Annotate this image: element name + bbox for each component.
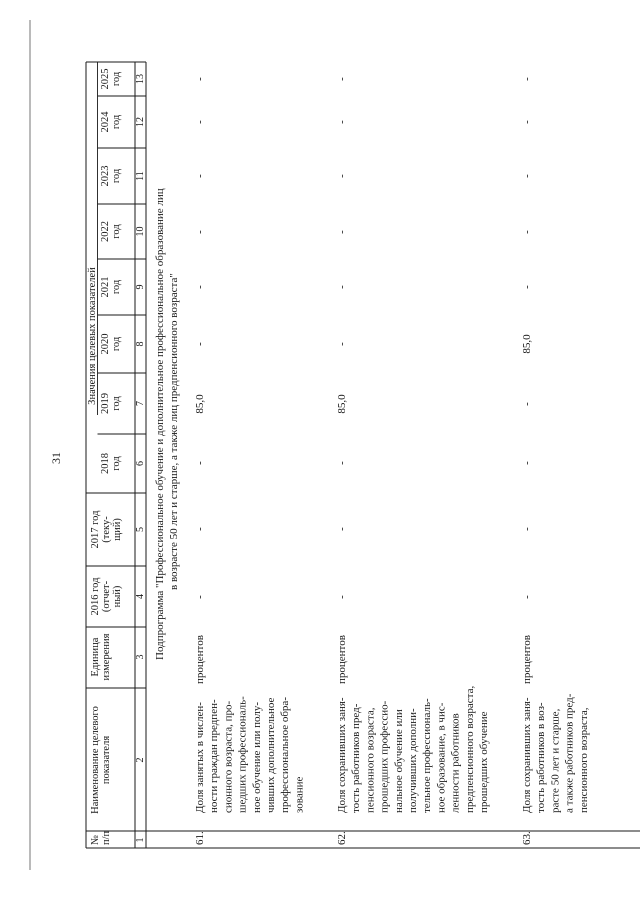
row-63.-value-8: 85,0 (521, 334, 533, 354)
row-63.-unit: процентов (521, 635, 533, 684)
row-62.-name: тость работников пред- (350, 703, 363, 813)
header-year-6: 2018 (100, 453, 111, 474)
header-name: Наименование целевого (90, 706, 101, 814)
row-62.-value-6: - (336, 461, 348, 465)
header-year-4: ный) (112, 585, 123, 608)
row-61.-name: зование (293, 776, 306, 813)
row-63.-value-5: - (521, 527, 533, 531)
col-index-4: 4 (135, 594, 146, 599)
row-61.-value-12: - (194, 120, 206, 124)
page-number: 31 (49, 452, 63, 464)
row-63.-name: тость работников в воз- (535, 702, 548, 813)
header-unit: Единица (90, 637, 101, 677)
row-62.-name: Доля сохранивших заня- (336, 697, 348, 813)
col-index-6: 6 (135, 461, 146, 466)
row-61.-number: 61. (194, 831, 206, 845)
header-year-13: год (111, 71, 122, 87)
row-62.-name: пенсионного возраста, (364, 707, 377, 813)
header-unit: измерения (101, 633, 112, 681)
row-62.-value-9: - (336, 285, 348, 289)
header-year-4: 2016 год (90, 577, 101, 616)
col-index-2: 2 (135, 757, 146, 763)
row-63.-value-11: - (521, 174, 533, 178)
row-63.-value-13: - (521, 77, 533, 81)
header-year-5: 2017 год (90, 510, 101, 549)
row-62.-name: предпенсионного возраста, (463, 685, 476, 813)
row-62.-name: прошедших профессио- (378, 700, 391, 813)
col-index-3: 3 (135, 654, 146, 660)
row-63.-name: а также работников пред- (563, 693, 576, 813)
row-62.-value-5: - (336, 527, 348, 531)
row-61.-value-7: 85,0 (194, 394, 206, 414)
row-61.-name: сионного возраста, про- (222, 700, 235, 813)
row-61.-value-10: - (194, 230, 206, 234)
header-name: показателя (101, 735, 112, 785)
row-61.-value-4: - (194, 595, 206, 599)
row-61.-value-9: - (194, 285, 206, 289)
row-62.-number: 62. (336, 831, 348, 845)
row-61.-value-11: - (194, 174, 206, 178)
row-61.-name: профессиональное обра- (279, 697, 292, 813)
subprogram-title: Подпрограмма "Профессиональное обучение и дополнительное профессиональное образование лиц (154, 188, 166, 660)
row-63.-value-9: - (521, 285, 533, 289)
row-62.-value-4: - (336, 595, 348, 599)
header-year-9: 2021 (100, 276, 111, 298)
row-62.-value-12: - (336, 120, 348, 124)
row-62.-value-10: - (336, 230, 348, 234)
header-year-5: щий) (112, 518, 123, 541)
row-61.-name: ности граждан предпен- (208, 699, 221, 813)
row-63.-value-6: - (521, 461, 533, 465)
row-62.-name: тельное профессиональ- (421, 698, 434, 813)
row-62.-value-13: - (336, 77, 348, 81)
row-61.-value-13: - (194, 77, 206, 81)
table-text (49, 69, 590, 846)
row-62.-name: ленности работников (449, 713, 462, 813)
row-63.-number: 63. (521, 831, 533, 845)
row-63.-value-10: - (521, 230, 533, 234)
header-year-11: 2023 (100, 165, 111, 187)
row-61.-name: ное обучение или полу- (250, 701, 263, 813)
row-61.-value-6: - (194, 461, 206, 465)
row-63.-name: расте 50 лет и старше, (549, 708, 562, 813)
header-year-6: год (111, 456, 122, 471)
header-year-11: год (111, 168, 122, 184)
header-year-7: год (111, 396, 122, 411)
row-62.-name: ное образование, в чис- (435, 702, 448, 813)
row-61.-unit: процентов (194, 635, 206, 684)
row-62.-value-8: - (336, 342, 348, 346)
header-num: п/п (101, 830, 112, 845)
header-year-13: 2025 (100, 68, 111, 90)
col-index-13: 13 (135, 74, 146, 84)
header-year-5: (теку- (101, 516, 112, 543)
col-index-12: 12 (135, 117, 146, 127)
header-group-title: Значения целевых показателей (87, 267, 98, 405)
row-62.-value-7: 85,0 (336, 394, 348, 414)
header-year-10: 2022 (100, 221, 111, 242)
row-61.-value-8: - (194, 342, 206, 346)
header-year-12: год (111, 114, 122, 130)
col-index-10: 10 (135, 226, 146, 237)
subprogram-title: в возрасте 50 лет и старше, а также лиц предпенсионного возраста" (168, 273, 180, 590)
header-year-8: 2020 (100, 333, 111, 355)
row-61.-name: Доля занятых в числен- (194, 702, 206, 813)
header-year-4: (отчет- (101, 580, 112, 613)
row-63.-name: пенсионного возраста, (577, 707, 590, 813)
col-index-11: 11 (135, 171, 146, 181)
row-63.-value-12: - (521, 120, 533, 124)
header-num: № (90, 834, 101, 845)
col-index-1: 1 (135, 837, 146, 843)
row-61.-name: чивших дополнительное (265, 697, 277, 813)
row-62.-name: прошедших обучение (478, 711, 490, 813)
row-61.-value-5: - (194, 527, 206, 531)
row-62.-unit: процентов (336, 635, 348, 684)
header-year-10: год (111, 224, 122, 239)
row-61.-name: шедших профессиональ- (236, 696, 249, 813)
row-63.-value-4: - (521, 595, 533, 599)
col-index-7: 7 (135, 401, 146, 406)
header-year-9: год (111, 279, 122, 295)
header-year-7: 2019 (100, 393, 111, 414)
row-63.-name: Доля сохранивших заня- (521, 697, 533, 813)
row-62.-value-11: - (336, 174, 348, 178)
col-index-9: 9 (135, 284, 146, 290)
row-62.-name: нальное обучение или (392, 709, 405, 813)
header-year-8: год (111, 336, 122, 352)
header-year-12: 2024 (100, 111, 111, 133)
row-62.-name: получивших дополни- (407, 708, 419, 813)
col-index-8: 8 (135, 341, 146, 347)
col-index-5: 5 (135, 527, 146, 532)
row-63.-value-7: - (521, 402, 533, 406)
